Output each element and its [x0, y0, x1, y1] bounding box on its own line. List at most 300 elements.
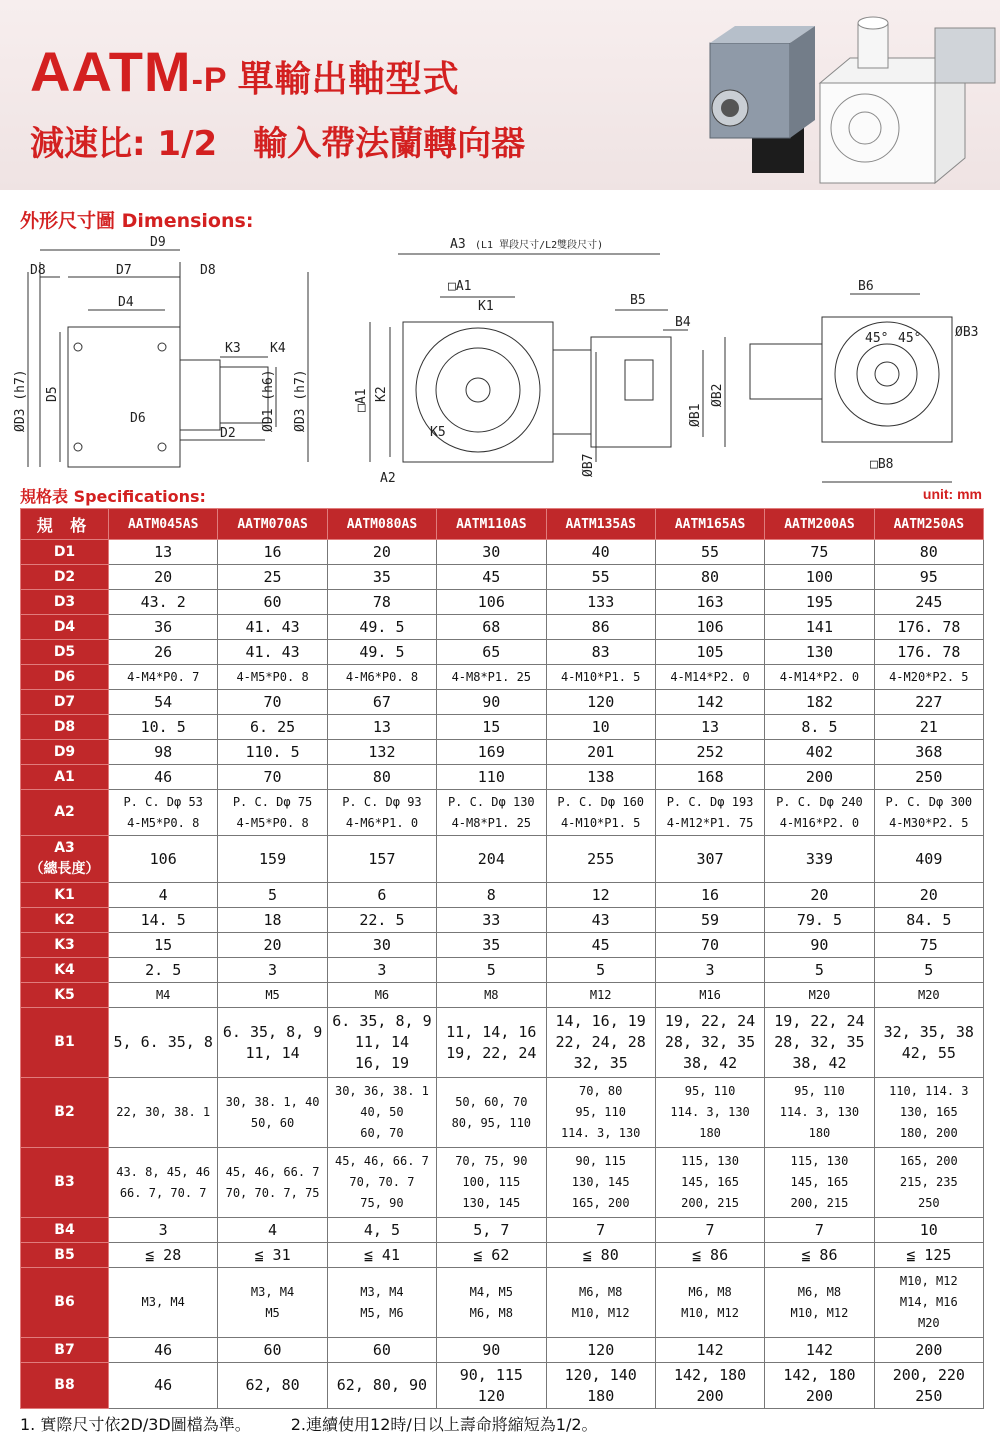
table-cell: 59	[655, 908, 764, 933]
footnote-2: 2.連續使用12時/日以上壽命將縮短為1/2。	[290, 1415, 598, 1434]
table-cell: M8	[437, 983, 546, 1008]
label-b4: B4	[675, 315, 691, 330]
table-cell: M3, M4	[109, 1268, 218, 1338]
table-cell: P. C. Dφ 75 4-M5*P0. 8	[218, 790, 327, 836]
specs-title: 規格表 Specifications:	[20, 487, 206, 506]
page-title: AATM-P 單輸出軸型式	[30, 40, 460, 103]
product-photo	[690, 8, 1000, 188]
table-cell: 176. 78	[874, 615, 983, 640]
spec-corner-header: 規 格	[21, 509, 109, 540]
table-row	[21, 958, 984, 983]
table-cell: 80	[874, 540, 983, 565]
table-row	[21, 1338, 984, 1363]
table-cell: 6	[327, 883, 436, 908]
label-d4: D4	[118, 295, 134, 310]
model-header: AATM045AS	[109, 509, 218, 540]
table-cell: 4-M6*P0. 8	[327, 665, 436, 690]
row-label: K1	[21, 883, 109, 908]
table-cell: M4	[109, 983, 218, 1008]
table-cell: P. C. Dφ 53 4-M5*P0. 8	[109, 790, 218, 836]
table-cell: M4, M5 M6, M8	[437, 1268, 546, 1338]
table-cell: 115, 130 145, 165 200, 215	[765, 1148, 874, 1218]
table-cell: 98	[109, 740, 218, 765]
table-cell: 106	[437, 590, 546, 615]
table-cell: 60	[218, 590, 327, 615]
table-cell: 70	[655, 933, 764, 958]
table-cell: 79. 5	[765, 908, 874, 933]
table-cell: 78	[327, 590, 436, 615]
table-cell: 252	[655, 740, 764, 765]
table-cell: 33	[437, 908, 546, 933]
table-cell: 204	[437, 836, 546, 883]
table-cell: 49. 5	[327, 615, 436, 640]
dimension-drawings	[13, 232, 990, 487]
table-cell: 169	[437, 740, 546, 765]
table-cell: 45	[437, 565, 546, 590]
row-label: B3	[21, 1148, 109, 1218]
table-cell: 3	[218, 958, 327, 983]
row-label: B4	[21, 1218, 109, 1243]
row-label: D3	[21, 590, 109, 615]
table-row	[21, 790, 984, 836]
table-cell: 30, 38. 1, 40 50, 60	[218, 1078, 327, 1148]
table-cell: 339	[765, 836, 874, 883]
table-cell: 60	[218, 1338, 327, 1363]
table-cell: 120	[546, 690, 655, 715]
table-cell: 26	[109, 640, 218, 665]
table-cell: 45, 46, 66. 7 70, 70. 7 75, 90	[327, 1148, 436, 1218]
table-cell: 16	[655, 883, 764, 908]
table-cell: 255	[546, 836, 655, 883]
table-cell: 43. 2	[109, 590, 218, 615]
table-cell: 200	[765, 765, 874, 790]
row-label: K3	[21, 933, 109, 958]
table-cell: 142, 180 200	[655, 1363, 764, 1409]
table-cell: 402	[765, 740, 874, 765]
table-cell: 3	[109, 1218, 218, 1243]
label-b3: ØB3	[955, 325, 979, 340]
label-a1v: □A1	[354, 388, 369, 412]
table-cell: P. C. Dφ 93 4-M6*P1. 0	[327, 790, 436, 836]
table-cell: 106	[655, 615, 764, 640]
table-cell: 4-M20*P2. 5	[874, 665, 983, 690]
table-cell: 41. 43	[218, 615, 327, 640]
table-cell: 4-M8*P1. 25	[437, 665, 546, 690]
table-cell: 11, 14, 16 19, 22, 24	[437, 1008, 546, 1078]
table-cell: P. C. Dφ 240 4-M16*P2. 0	[765, 790, 874, 836]
table-cell: 115, 130 145, 165 200, 215	[655, 1148, 764, 1218]
table-cell: P. C. Dφ 193 4-M12*P1. 75	[655, 790, 764, 836]
table-cell: 30	[437, 540, 546, 565]
table-cell: 227	[874, 690, 983, 715]
label-d9: D9	[150, 235, 166, 250]
model-header: AATM135AS	[546, 509, 655, 540]
table-cell: 3	[327, 958, 436, 983]
model-header: AATM165AS	[655, 509, 764, 540]
table-row	[21, 565, 984, 590]
label-d1h6: ØD1 (h6)	[261, 369, 276, 432]
table-cell: 110, 114. 3 130, 165 180, 200	[874, 1078, 983, 1148]
table-cell: 19, 22, 24 28, 32, 35 38, 42	[655, 1008, 764, 1078]
table-cell: 84. 5	[874, 908, 983, 933]
table-cell: 70	[218, 765, 327, 790]
label-d2: D2	[220, 426, 236, 441]
table-cell: M20	[874, 983, 983, 1008]
table-cell: 10	[546, 715, 655, 740]
table-row	[21, 983, 984, 1008]
row-label: K5	[21, 983, 109, 1008]
table-cell: 14. 5	[109, 908, 218, 933]
table-cell: 15	[109, 933, 218, 958]
table-cell: 60	[327, 1338, 436, 1363]
table-cell: 62, 80, 90	[327, 1363, 436, 1409]
table-cell: 138	[546, 765, 655, 790]
table-cell: 35	[327, 565, 436, 590]
table-cell: 5, 7	[437, 1218, 546, 1243]
table-cell: 54	[109, 690, 218, 715]
row-label: B2	[21, 1078, 109, 1148]
table-cell: 6. 35, 8, 9 11, 14	[218, 1008, 327, 1078]
table-cell: ≦ 31	[218, 1243, 327, 1268]
table-cell: 70	[218, 690, 327, 715]
table-cell: 70, 80 95, 110 114. 3, 130	[546, 1078, 655, 1148]
table-cell: 13	[655, 715, 764, 740]
row-label: B8	[21, 1363, 109, 1409]
table-cell: 182	[765, 690, 874, 715]
row-label: B5	[21, 1243, 109, 1268]
table-row	[21, 690, 984, 715]
spec-table	[20, 508, 984, 1409]
label-b8: □B8	[870, 457, 894, 472]
table-cell: 10	[874, 1218, 983, 1243]
unit-label: unit: mm	[922, 486, 982, 502]
table-cell: 5	[218, 883, 327, 908]
table-cell: 80	[655, 565, 764, 590]
table-cell: 90	[437, 1338, 546, 1363]
table-cell: 106	[109, 836, 218, 883]
dimensions-title: 外形尺寸圖 Dimensions:	[20, 210, 254, 232]
table-cell: 16	[218, 540, 327, 565]
table-cell: 142	[765, 1338, 874, 1363]
table-cell: 165, 200 215, 235 250	[874, 1148, 983, 1218]
label-k1: K1	[478, 299, 494, 314]
table-row	[21, 1363, 984, 1409]
table-cell: M12	[546, 983, 655, 1008]
table-cell: 7	[655, 1218, 764, 1243]
table-cell: 176. 78	[874, 640, 983, 665]
table-cell: 20	[218, 933, 327, 958]
table-cell: ≦ 28	[109, 1243, 218, 1268]
table-cell: 157	[327, 836, 436, 883]
table-row	[21, 1243, 984, 1268]
table-row	[21, 715, 984, 740]
table-cell: 201	[546, 740, 655, 765]
table-cell: 7	[765, 1218, 874, 1243]
table-cell: 13	[327, 715, 436, 740]
table-cell: 18	[218, 908, 327, 933]
table-cell: 75	[874, 933, 983, 958]
table-cell: 12	[546, 883, 655, 908]
table-cell: 195	[765, 590, 874, 615]
table-cell: 6. 25	[218, 715, 327, 740]
table-row	[21, 1008, 984, 1078]
table-cell: 22. 5	[327, 908, 436, 933]
table-row	[21, 765, 984, 790]
table-cell: 20	[109, 565, 218, 590]
table-cell: 80	[327, 765, 436, 790]
label-k5: K5	[430, 425, 446, 440]
label-d3h7a: ØD3 (h7)	[13, 369, 28, 432]
table-cell: 200, 220 250	[874, 1363, 983, 1409]
table-cell: 100	[765, 565, 874, 590]
row-label: A2	[21, 790, 109, 836]
row-label: K4	[21, 958, 109, 983]
page-subtitle: 減速比: 1/2 輸入帶法蘭轉向器	[30, 124, 526, 164]
table-cell: M6, M8 M10, M12	[765, 1268, 874, 1338]
label-ang1: 45°	[865, 331, 889, 346]
table-cell: ≦ 41	[327, 1243, 436, 1268]
footnotes	[20, 1412, 598, 1435]
table-cell: 90, 115 120	[437, 1363, 546, 1409]
table-cell: 142	[655, 690, 764, 715]
row-label: D6	[21, 665, 109, 690]
model-header: AATM250AS	[874, 509, 983, 540]
table-cell: 4-M5*P0. 8	[218, 665, 327, 690]
row-label: B6	[21, 1268, 109, 1338]
table-cell: 8. 5	[765, 715, 874, 740]
table-cell: ≦ 125	[874, 1243, 983, 1268]
row-label: D8	[21, 715, 109, 740]
label-b1: ØB1	[688, 403, 703, 427]
table-cell: 65	[437, 640, 546, 665]
table-cell: M20	[765, 983, 874, 1008]
table-cell: 5, 6. 35, 8	[109, 1008, 218, 1078]
label-b5: B5	[630, 293, 646, 308]
table-row	[21, 1268, 984, 1338]
table-cell: M3, M4 M5	[218, 1268, 327, 1338]
table-cell: 105	[655, 640, 764, 665]
table-cell: 86	[546, 615, 655, 640]
table-cell: M6	[327, 983, 436, 1008]
table-cell: 200	[874, 1338, 983, 1363]
table-cell: M6, M8 M10, M12	[655, 1268, 764, 1338]
table-cell: 25	[218, 565, 327, 590]
table-cell: 45	[546, 933, 655, 958]
table-cell: 133	[546, 590, 655, 615]
table-cell: 4-M14*P2. 0	[655, 665, 764, 690]
label-k4: K4	[270, 341, 286, 356]
table-cell: ≦ 80	[546, 1243, 655, 1268]
row-label: A1	[21, 765, 109, 790]
table-cell: 90	[437, 690, 546, 715]
table-cell: 142	[655, 1338, 764, 1363]
table-cell: 10. 5	[109, 715, 218, 740]
table-cell: 110. 5	[218, 740, 327, 765]
table-cell: 46	[109, 1363, 218, 1409]
table-cell: 90, 115 130, 145 165, 200	[546, 1148, 655, 1218]
table-cell: 132	[327, 740, 436, 765]
table-cell: 21	[874, 715, 983, 740]
label-b7: ØB7	[581, 453, 596, 477]
table-row	[21, 1148, 984, 1218]
table-cell: 95	[874, 565, 983, 590]
table-cell: M6, M8 M10, M12	[546, 1268, 655, 1338]
table-cell: 5	[765, 958, 874, 983]
table-cell: 95, 110 114. 3, 130 180	[765, 1078, 874, 1148]
table-cell: 142, 180 200	[765, 1363, 874, 1409]
table-cell: M5	[218, 983, 327, 1008]
table-cell: 15	[437, 715, 546, 740]
table-row	[21, 908, 984, 933]
table-cell: 120, 140 180	[546, 1363, 655, 1409]
table-cell: 50, 60, 70 80, 95, 110	[437, 1078, 546, 1148]
table-cell: 159	[218, 836, 327, 883]
table-cell: 6. 35, 8, 9 11, 14 16, 19	[327, 1008, 436, 1078]
row-label: B1	[21, 1008, 109, 1078]
label-d8b: D8	[200, 263, 216, 278]
table-cell: 90	[765, 933, 874, 958]
table-cell: M3, M4 M5, M6	[327, 1268, 436, 1338]
table-cell: 41. 43	[218, 640, 327, 665]
table-cell: 20	[765, 883, 874, 908]
table-row	[21, 740, 984, 765]
model-header: AATM200AS	[765, 509, 874, 540]
table-cell: 5	[437, 958, 546, 983]
table-cell: 120	[546, 1338, 655, 1363]
table-cell: 43. 8, 45, 46 66. 7, 70. 7	[109, 1148, 218, 1218]
table-cell: 30, 36, 38. 1 40, 50 60, 70	[327, 1078, 436, 1148]
table-cell: 307	[655, 836, 764, 883]
table-cell: 130	[765, 640, 874, 665]
table-cell: 43	[546, 908, 655, 933]
table-cell: 163	[655, 590, 764, 615]
label-k2: K2	[374, 386, 389, 402]
table-cell: 2. 5	[109, 958, 218, 983]
row-label: D5	[21, 640, 109, 665]
table-cell: P. C. Dφ 300 4-M30*P2. 5	[874, 790, 983, 836]
label-b6: B6	[858, 279, 874, 294]
model-header: AATM070AS	[218, 509, 327, 540]
table-cell: 141	[765, 615, 874, 640]
table-cell: 245	[874, 590, 983, 615]
table-row	[21, 883, 984, 908]
table-cell: 36	[109, 615, 218, 640]
table-row	[21, 836, 984, 883]
table-cell: 14, 16, 19 22, 24, 28 32, 35	[546, 1008, 655, 1078]
label-a1: □A1	[448, 279, 472, 294]
table-row	[21, 1218, 984, 1243]
table-cell: 70, 75, 90 100, 115 130, 145	[437, 1148, 546, 1218]
row-label: D4	[21, 615, 109, 640]
label-a3-note: (L1 單段尺寸/L2雙段尺寸)	[475, 240, 604, 251]
table-cell: 46	[109, 1338, 218, 1363]
row-label: D7	[21, 690, 109, 715]
table-cell: 4-M4*P0. 7	[109, 665, 218, 690]
table-cell: 250	[874, 765, 983, 790]
model-header: AATM110AS	[437, 509, 546, 540]
table-row	[21, 590, 984, 615]
table-cell: 49. 5	[327, 640, 436, 665]
table-row	[21, 615, 984, 640]
table-row	[21, 640, 984, 665]
label-d8a: D8	[30, 263, 46, 278]
table-cell: ≦ 86	[765, 1243, 874, 1268]
row-label: A3 （總長度）	[21, 836, 109, 883]
table-cell: 40	[546, 540, 655, 565]
label-d6: D6	[130, 411, 146, 426]
row-label: B7	[21, 1338, 109, 1363]
table-cell: 13	[109, 540, 218, 565]
table-cell: M10, M12 M14, M16 M20	[874, 1268, 983, 1338]
table-cell: 4	[218, 1218, 327, 1243]
label-d5: D5	[45, 386, 60, 402]
label-a2: A2	[380, 471, 396, 486]
table-cell: 68	[437, 615, 546, 640]
table-cell: 83	[546, 640, 655, 665]
footnote-1: 1. 實際尺寸依2D/3D圖檔為準。	[20, 1415, 251, 1434]
row-label: K2	[21, 908, 109, 933]
row-label: D1	[21, 540, 109, 565]
table-cell: 368	[874, 740, 983, 765]
label-d7: D7	[116, 263, 132, 278]
table-cell: 409	[874, 836, 983, 883]
table-cell: 5	[546, 958, 655, 983]
table-cell: 55	[546, 565, 655, 590]
table-cell: 168	[655, 765, 764, 790]
row-label: D2	[21, 565, 109, 590]
table-row	[21, 540, 984, 565]
table-cell: 20	[327, 540, 436, 565]
table-cell: 46	[109, 765, 218, 790]
model-header: AATM080AS	[327, 509, 436, 540]
table-cell: ≦ 62	[437, 1243, 546, 1268]
table-cell: 35	[437, 933, 546, 958]
table-cell: M16	[655, 983, 764, 1008]
label-ang2: 45°	[898, 331, 922, 346]
label-b2: ØB2	[710, 383, 725, 407]
table-cell: 3	[655, 958, 764, 983]
table-cell: 55	[655, 540, 764, 565]
label-d3h7b: ØD3 (h7)	[293, 369, 308, 432]
table-cell: 4, 5	[327, 1218, 436, 1243]
table-cell: 75	[765, 540, 874, 565]
table-cell: 5	[874, 958, 983, 983]
table-cell: 4-M14*P2. 0	[765, 665, 874, 690]
table-cell: 22, 30, 38. 1	[109, 1078, 218, 1148]
table-row	[21, 665, 984, 690]
table-cell: 62, 80	[218, 1363, 327, 1409]
table-cell: 45, 46, 66. 7 70, 70. 7, 75	[218, 1148, 327, 1218]
table-cell: 19, 22, 24 28, 32, 35 38, 42	[765, 1008, 874, 1078]
table-cell: 30	[327, 933, 436, 958]
label-k3: K3	[225, 341, 241, 356]
table-cell: 32, 35, 38 42, 55	[874, 1008, 983, 1078]
row-label: D9	[21, 740, 109, 765]
table-cell: 7	[546, 1218, 655, 1243]
table-row	[21, 933, 984, 958]
table-cell: 110	[437, 765, 546, 790]
table-cell: P. C. Dφ 160 4-M10*P1. 5	[546, 790, 655, 836]
table-cell: 4	[109, 883, 218, 908]
table-cell: 95, 110 114. 3, 130 180	[655, 1078, 764, 1148]
table-cell: 67	[327, 690, 436, 715]
table-cell: ≦ 86	[655, 1243, 764, 1268]
table-cell: 4-M10*P1. 5	[546, 665, 655, 690]
table-cell: P. C. Dφ 130 4-M8*P1. 25	[437, 790, 546, 836]
label-a3: A3	[450, 237, 466, 252]
table-cell: 20	[874, 883, 983, 908]
table-cell: 8	[437, 883, 546, 908]
